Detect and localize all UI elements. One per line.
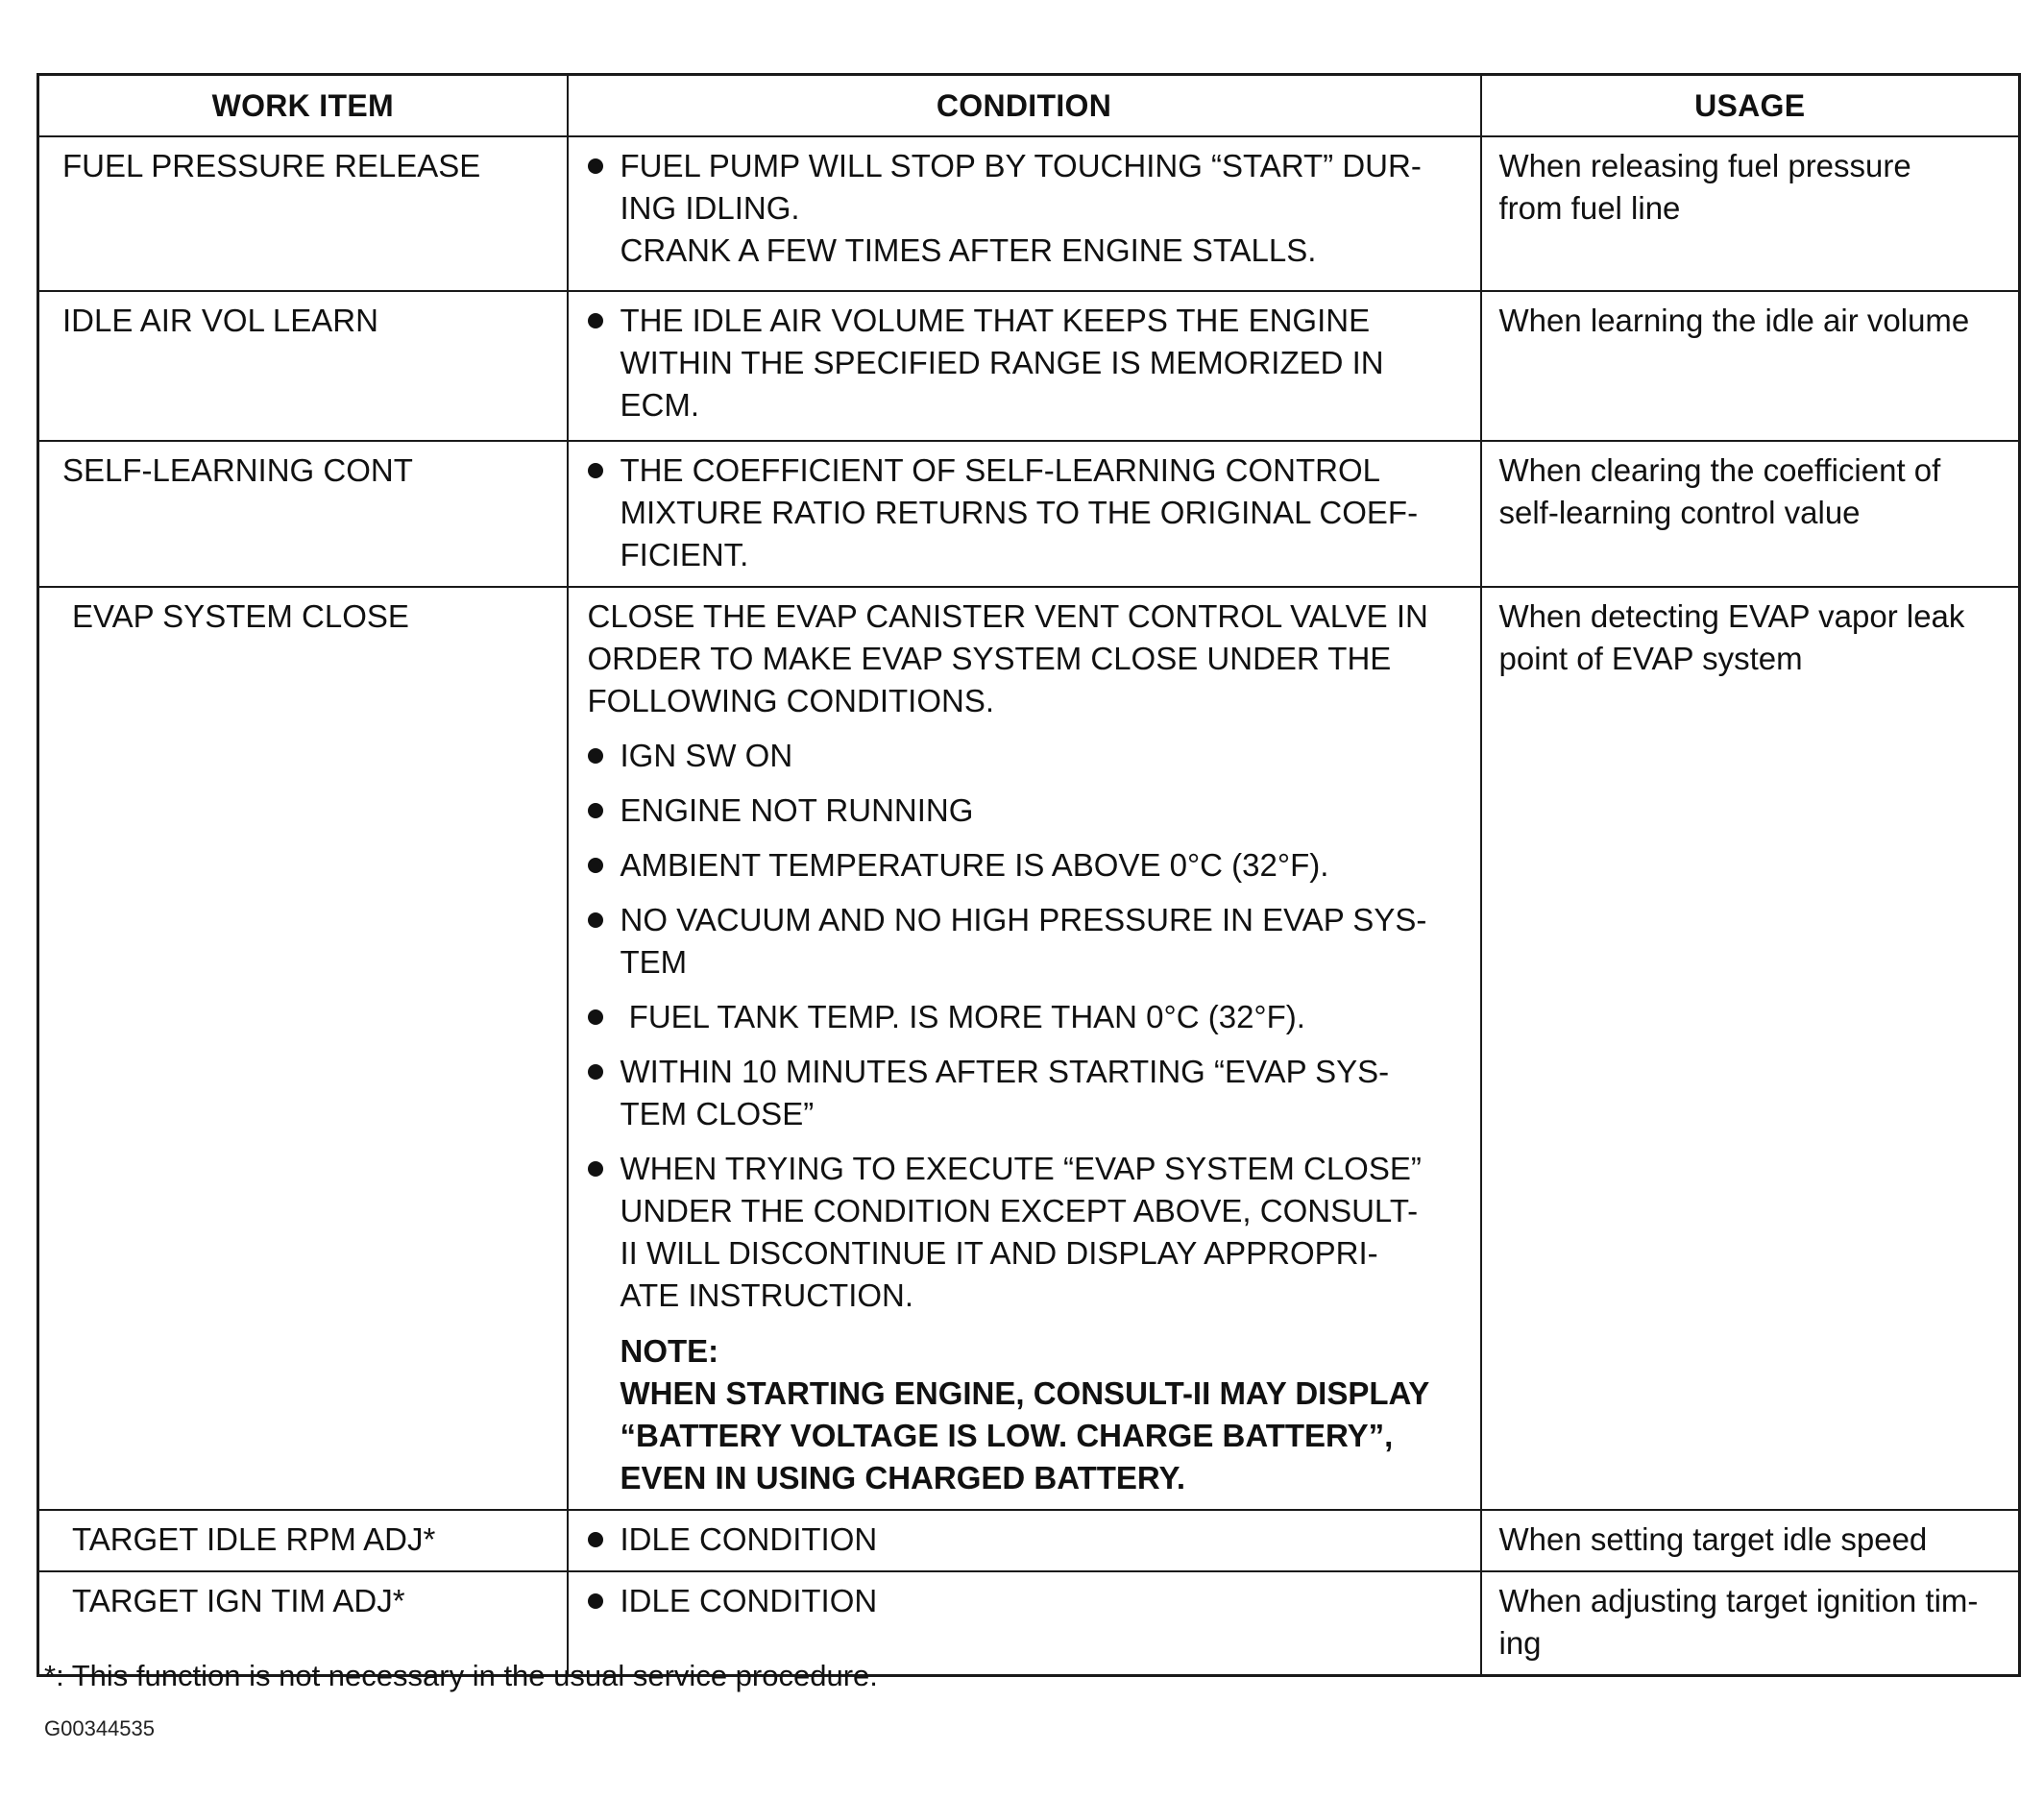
table-row-idle-air-vol-learn: [38, 291, 2020, 441]
condition-cell: [568, 291, 1481, 441]
condition-line: ATE INSTRUCTION.: [620, 1277, 914, 1313]
bullet-icon: [588, 1148, 620, 1190]
note-line: “BATTERY VOLTAGE IS LOW. CHARGE BATTERY”,: [620, 1418, 1394, 1453]
condition-cell: [568, 587, 1481, 1510]
bullet-icon: [588, 450, 620, 492]
usage-line: ing: [1498, 1625, 1542, 1661]
usage-line: When setting target idle speed: [1498, 1521, 1928, 1557]
condition-line: UNDER THE CONDITION EXCEPT ABOVE, CONSULT-: [620, 1193, 1419, 1228]
condition-bullet: [588, 450, 1467, 576]
condition-bullet: [588, 844, 1467, 887]
note-line: EVEN IN USING CHARGED BATTERY.: [620, 1460, 1186, 1495]
condition-line: IDLE CONDITION: [620, 1583, 878, 1618]
condition-bullet: [588, 735, 1467, 777]
condition-line: WHEN TRYING TO EXECUTE “EVAP SYSTEM CLOSE”: [620, 1151, 1422, 1186]
condition-bullet: [588, 145, 1467, 230]
condition-intro: [588, 596, 1467, 722]
usage-cell: [1481, 1571, 2020, 1676]
table-row-evap-system-close: [38, 587, 2020, 1510]
usage-line: point of EVAP system: [1498, 641, 1803, 676]
bullet-icon: [588, 996, 620, 1038]
bullet-icon: [588, 145, 620, 187]
condition-line: ECM.: [620, 387, 699, 423]
figure-id: G00344535: [44, 1716, 155, 1740]
condition-line: ING IDLING.: [620, 190, 800, 226]
condition-cell: [568, 1510, 1481, 1571]
usage-line: self-learning control value: [1498, 495, 1861, 530]
condition-line: NO VACUUM AND NO HIGH PRESSURE IN EVAP SYS-: [620, 902, 1427, 937]
bullet-icon: [588, 735, 620, 777]
table-row-self-learning-cont: [38, 441, 2020, 587]
condition-line: THE IDLE AIR VOLUME THAT KEEPS THE ENGINE: [620, 303, 1371, 338]
condition-line: IDLE CONDITION: [620, 1521, 878, 1557]
bullet-icon: [588, 300, 620, 342]
header-usage: USAGE: [1481, 75, 2020, 137]
header-condition: CONDITION: [568, 75, 1481, 137]
condition-line: ORDER TO MAKE EVAP SYSTEM CLOSE UNDER THE: [587, 641, 1392, 676]
usage-cell: [1481, 587, 2020, 1510]
condition-cell: [568, 136, 1481, 291]
condition-bullet: [588, 300, 1467, 426]
work-item-cell: EVAP SYSTEM CLOSE: [38, 587, 568, 1510]
header-work-item: WORK ITEM: [38, 75, 568, 137]
usage-line: from fuel line: [1498, 190, 1681, 226]
condition-cell: [568, 441, 1481, 587]
bullet-icon: [588, 844, 620, 887]
condition-line: TEM CLOSE”: [620, 1096, 815, 1131]
bullet-icon: [588, 1580, 620, 1622]
usage-cell: [1481, 441, 2020, 587]
usage-cell: [1481, 1510, 2020, 1571]
condition-bullet: [588, 899, 1467, 984]
condition-line: ENGINE NOT RUNNING: [620, 792, 974, 828]
condition-line: MIXTURE RATIO RETURNS TO THE ORIGINAL COEF-: [620, 495, 1419, 530]
condition-bullet: [588, 1051, 1467, 1135]
usage-line: When clearing the coefficient of: [1498, 452, 1941, 488]
work-item-cell: TARGET IDLE RPM ADJ*: [38, 1510, 568, 1571]
condition-line: AMBIENT TEMPERATURE IS ABOVE 0°C (32°F).: [620, 847, 1329, 883]
condition-bullet: [588, 790, 1467, 832]
condition-line: FICIENT.: [620, 537, 749, 572]
usage-line: When detecting EVAP vapor leak: [1498, 598, 1965, 634]
bullet-icon: [588, 899, 620, 941]
note-block: [588, 1330, 1467, 1499]
condition-line: TEM: [620, 944, 688, 980]
condition-bullet: [588, 1148, 1467, 1317]
condition-line: WITHIN 10 MINUTES AFTER STARTING “EVAP SYS-: [620, 1054, 1390, 1089]
work-item-table: [36, 73, 2021, 1677]
condition-line: CRANK A FEW TIMES AFTER ENGINE STALLS.: [620, 232, 1317, 268]
bullet-icon: [588, 1051, 620, 1093]
note-label: NOTE:: [620, 1333, 719, 1369]
table-row-target-idle-rpm-adj: [38, 1510, 2020, 1571]
condition-line: THE COEFFICIENT OF SELF-LEARNING CONTROL: [620, 452, 1380, 488]
usage-cell: [1481, 291, 2020, 441]
condition-line: WITHIN THE SPECIFIED RANGE IS MEMORIZED IN: [620, 345, 1384, 380]
usage-line: When learning the idle air volume: [1498, 303, 1970, 338]
footnote: *: This function is not necessary in the usual service procedure.: [44, 1659, 878, 1692]
usage-line: When adjusting target ignition tim-: [1498, 1583, 1979, 1618]
bullet-icon: [588, 790, 620, 832]
usage-cell: [1481, 136, 2020, 291]
bullet-icon: [588, 1519, 620, 1561]
table-header-row: [38, 75, 2020, 137]
condition-bullet: [588, 1580, 1467, 1622]
table-row-fuel-pressure-release: [38, 136, 2020, 291]
condition-line: IGN SW ON: [620, 738, 793, 773]
condition-line: FOLLOWING CONDITIONS.: [587, 683, 995, 718]
work-item-cell: SELF-LEARNING CONT: [38, 441, 568, 587]
condition-line: CLOSE THE EVAP CANISTER VENT CONTROL VALVE IN: [587, 598, 1428, 634]
condition-bullet: [588, 996, 1467, 1038]
condition-line: FUEL PUMP WILL STOP BY TOUCHING “START” DUR-: [620, 148, 1422, 183]
condition-line: FUEL TANK TEMP. IS MORE THAN 0°C (32°F).: [620, 999, 1305, 1034]
work-item-cell: FUEL PRESSURE RELEASE: [38, 136, 568, 291]
usage-line: When releasing fuel pressure: [1498, 148, 1911, 183]
condition-bullet: [588, 1519, 1467, 1561]
work-item-cell: IDLE AIR VOL LEARN: [38, 291, 568, 441]
work-item-cell: TARGET IGN TIM ADJ*: [38, 1571, 568, 1676]
condition-line: II WILL DISCONTINUE IT AND DISPLAY APPROPRI-: [620, 1235, 1378, 1271]
note-line: WHEN STARTING ENGINE, CONSULT-II MAY DISPLAY: [620, 1375, 1430, 1411]
